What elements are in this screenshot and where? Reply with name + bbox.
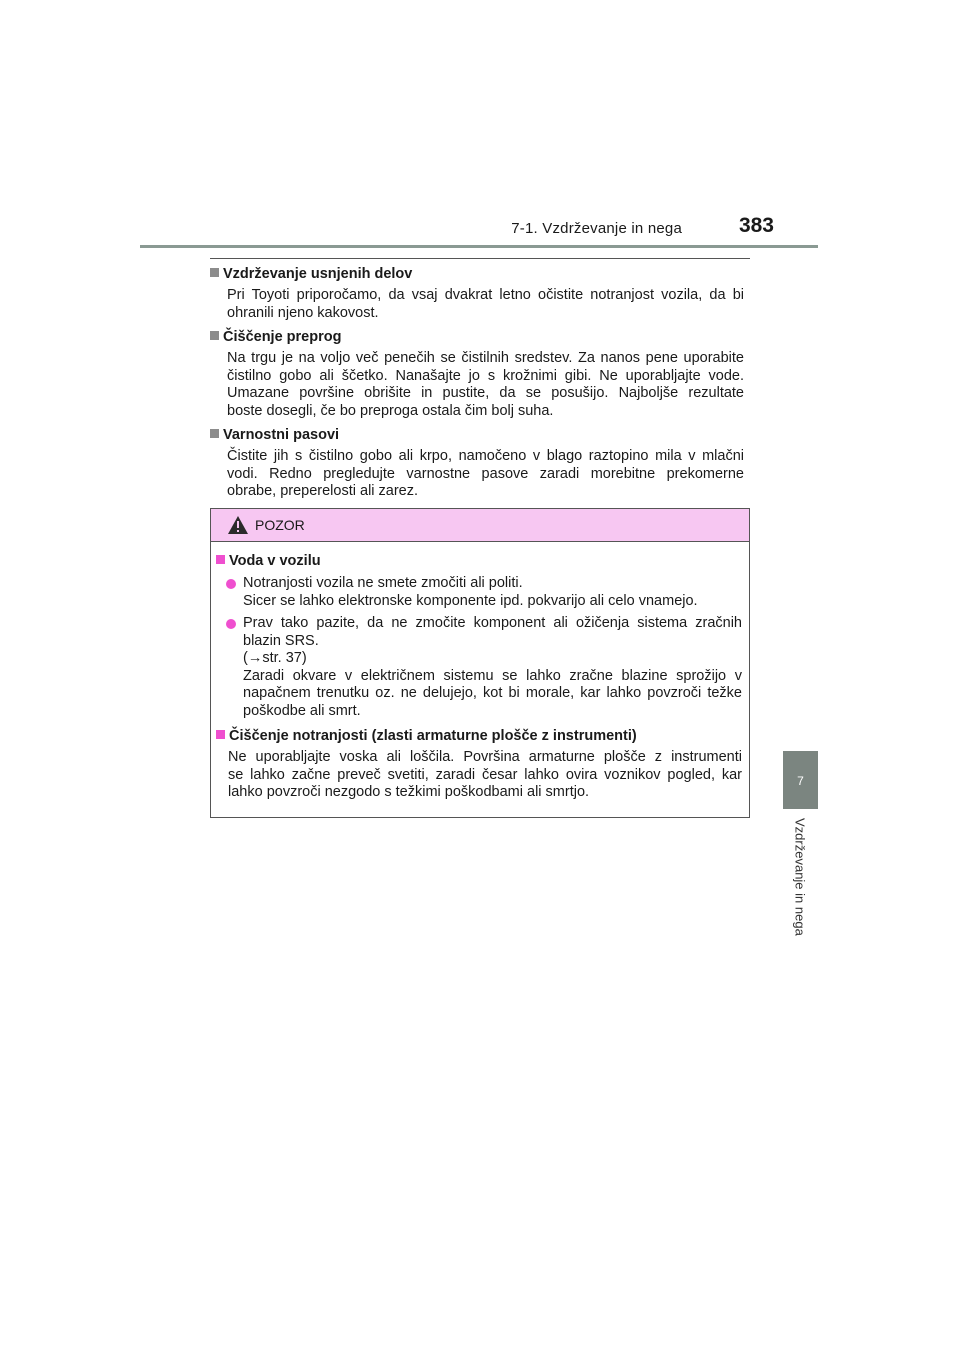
chapter-tab[interactable] <box>783 751 818 809</box>
warning-heading: Čiščenje notranjosti (zlasti armaturne plošče z instrumenti) <box>216 728 637 744</box>
square-bullet-icon <box>216 730 225 739</box>
square-bullet-icon <box>210 268 219 277</box>
warning-bullet: Notranjosti vozila ne smete zmočiti ali politi. Sicer se lahko elektronske komponente ipd. pokvarijo ali celo vnamejo. <box>226 575 742 610</box>
header-rule <box>140 245 818 248</box>
page-reference: (→str. 37) <box>243 650 307 666</box>
warning-body: Ne uporabljajte voska ali loščila. Površina armaturne plošče z instrumenti se lahko začne preveč svetiti, zaradi česar lahko ovira voznikov pogled, kar lahko povzroči nezgodo s težkimi poškodbami ali smrtjo. <box>228 749 742 800</box>
content-top-rule <box>210 258 750 259</box>
warning-title: POZOR <box>255 517 305 533</box>
section-body: Pri Toyoti priporočamo, da vsaj dvakrat letno očistite notranjost vozila, da bi ohranili njeno kakovost. <box>227 287 744 321</box>
round-bullet-icon <box>226 579 236 589</box>
chapter-label: Vzdrževanje in nega <box>792 818 808 936</box>
square-bullet-icon <box>210 331 219 340</box>
warning-heading: Voda v vozilu <box>216 553 321 569</box>
section-heading: Čiščenje preprog <box>210 329 341 345</box>
warning-triangle-icon <box>227 515 249 535</box>
section-body: Čistite jih s čistilno gobo ali krpo, namočeno v blago raztopino mila v mlačni vodi. Redno pregledujte varnostne pasove zaradi morebitne prekomerne obrabe, preperelosti ali zarez. <box>227 448 744 499</box>
square-bullet-icon <box>210 429 219 438</box>
page-header <box>140 214 818 248</box>
section-title: 7-1. Vzdrževanje in nega <box>511 220 682 237</box>
square-bullet-icon <box>216 555 225 564</box>
section-heading: Vzdrževanje usnjenih delov <box>210 266 412 282</box>
warning-box <box>210 508 750 818</box>
page-number: 383 <box>738 214 774 237</box>
round-bullet-icon <box>226 619 236 629</box>
section-heading: Varnostni pasovi <box>210 427 339 443</box>
warning-bullet: Prav tako pazite, da ne zmočite komponent ali ožičenja sistema zračnih blazin SRS. (→str. 37) Zaradi okvare v električnem sistemu se lahko zračne blazine sprožijo v napačnem trenutku oz. ne delujejo, kot bi morale, kar lahko povzroči težke poškodbe ali smrt. <box>226 615 742 720</box>
warning-header <box>211 509 749 542</box>
section-body: Na trgu je na voljo več penečih se čistilnih sredstev. Za nanos pene uporabite čistilno gobo ali ščetko. Nanašajte jo s krožnimi gibi. Ne uporabljajte vode. Umazane površine obrišite in pustite, da se posušijo. Najboljše rezultate boste dosegli, če bo preproga ostala čim bolj suha. <box>227 350 744 419</box>
chapter-number: 7 <box>797 774 804 788</box>
